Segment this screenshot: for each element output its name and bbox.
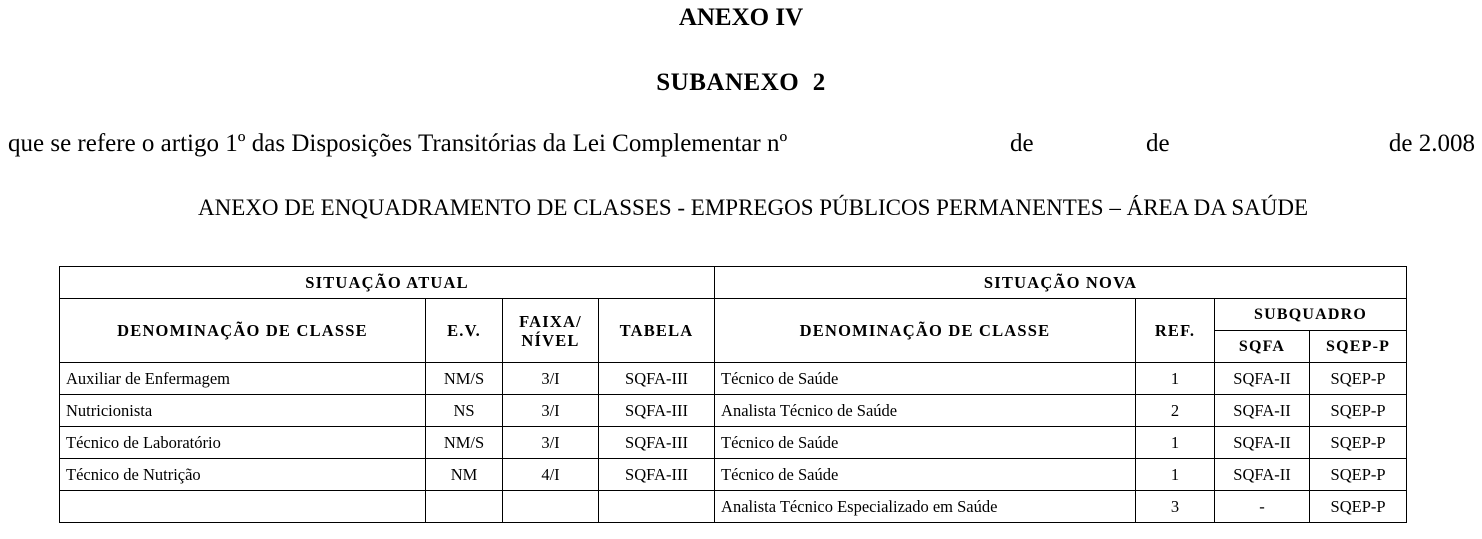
cell-class-new: Técnico de Saúde bbox=[715, 459, 1136, 491]
cell-ref: 1 bbox=[1136, 459, 1215, 491]
cell-ref: 3 bbox=[1136, 491, 1215, 523]
cell-sqfa: - bbox=[1215, 491, 1310, 523]
cell-faixa: 3/I bbox=[503, 395, 599, 427]
col-header-faixa-line2: NÍVEL bbox=[521, 330, 580, 350]
cell-tabela: SQFA-III bbox=[599, 459, 715, 491]
cell-sqep: SQEP-P bbox=[1310, 427, 1407, 459]
classification-table bbox=[59, 266, 1407, 523]
cell-sqep: SQEP-P bbox=[1310, 459, 1407, 491]
group-current-header: SITUAÇÃO ATUAL bbox=[60, 267, 715, 299]
subannex-title-text: SUBANEXO 2 bbox=[656, 69, 826, 96]
cell-ev: NS bbox=[426, 395, 503, 427]
cell-class-current bbox=[60, 491, 426, 523]
cell-ref: 1 bbox=[1136, 363, 1215, 395]
reference-year: de 2.008 bbox=[1388, 130, 1475, 157]
cell-ref: 1 bbox=[1136, 427, 1215, 459]
reference-de-1: de bbox=[1010, 130, 1034, 157]
cell-class-new: Técnico de Saúde bbox=[715, 363, 1136, 395]
cell-sqfa: SQFA-II bbox=[1215, 363, 1310, 395]
cell-class-new: Analista Técnico de Saúde bbox=[715, 395, 1136, 427]
cell-ref: 2 bbox=[1136, 395, 1215, 427]
cell-tabela: SQFA-III bbox=[599, 363, 715, 395]
table-row bbox=[60, 427, 1407, 459]
cell-sqep: SQEP-P bbox=[1310, 395, 1407, 427]
col-header-subquadro: SUBQUADRO bbox=[1215, 299, 1407, 331]
cell-ev: NM/S bbox=[426, 427, 503, 459]
reference-de-2: de bbox=[1146, 130, 1170, 157]
cell-class-current: Nutricionista bbox=[60, 395, 426, 427]
cell-class-new: Técnico de Saúde bbox=[715, 427, 1136, 459]
cell-class-current: Técnico de Laboratório bbox=[60, 427, 426, 459]
col-header-class-current: DENOMINAÇÃO DE CLASSE bbox=[60, 299, 426, 363]
col-header-tabela: TABELA bbox=[599, 299, 715, 363]
cell-ev bbox=[426, 491, 503, 523]
table-row bbox=[60, 459, 1407, 491]
cell-class-current: Auxiliar de Enfermagem bbox=[60, 363, 426, 395]
cell-sqep: SQEP-P bbox=[1310, 363, 1407, 395]
cell-sqfa: SQFA-II bbox=[1215, 395, 1310, 427]
group-header-row bbox=[60, 267, 1407, 299]
cell-tabela: SQFA-III bbox=[599, 395, 715, 427]
cell-ev: NM bbox=[426, 459, 503, 491]
cell-faixa bbox=[503, 491, 599, 523]
cell-tabela: SQFA-III bbox=[599, 427, 715, 459]
cell-sqfa: SQFA-II bbox=[1215, 459, 1310, 491]
table-row bbox=[60, 395, 1407, 427]
col-header-sqep: SQEP-P bbox=[1310, 331, 1407, 363]
cell-faixa: 4/I bbox=[503, 459, 599, 491]
subannex-title bbox=[0, 68, 1482, 98]
col-header-ref: REF. bbox=[1136, 299, 1215, 363]
reference-text: que se refere o artigo 1º das Disposições Transitórias da Lei Complementar nº bbox=[8, 130, 788, 157]
col-header-faixa-line1: FAIXA/ bbox=[519, 311, 582, 331]
group-new-header: SITUAÇÃO NOVA bbox=[715, 267, 1407, 299]
table-row bbox=[60, 363, 1407, 395]
cell-ev: NM/S bbox=[426, 363, 503, 395]
cell-faixa: 3/I bbox=[503, 363, 599, 395]
cell-class-current: Técnico de Nutrição bbox=[60, 459, 426, 491]
cell-faixa: 3/I bbox=[503, 427, 599, 459]
document-heading: ANEXO DE ENQUADRAMENTO DE CLASSES - EMPREGOS PÚBLICOS PERMANENTES – ÁREA DA SAÚDE bbox=[198, 195, 1309, 220]
column-header-row bbox=[60, 299, 1407, 331]
col-header-sqfa: SQFA bbox=[1215, 331, 1310, 363]
col-header-faixa bbox=[503, 299, 599, 363]
cell-sqfa: SQFA-II bbox=[1215, 427, 1310, 459]
annex-title: ANEXO IV bbox=[678, 4, 804, 31]
col-header-ev: E.V. bbox=[426, 299, 503, 363]
cell-class-new: Analista Técnico Especializado em Saúde bbox=[715, 491, 1136, 523]
cell-sqep: SQEP-P bbox=[1310, 491, 1407, 523]
cell-tabela bbox=[599, 491, 715, 523]
col-header-class-new: DENOMINAÇÃO DE CLASSE bbox=[715, 299, 1136, 363]
table-row bbox=[60, 491, 1407, 523]
